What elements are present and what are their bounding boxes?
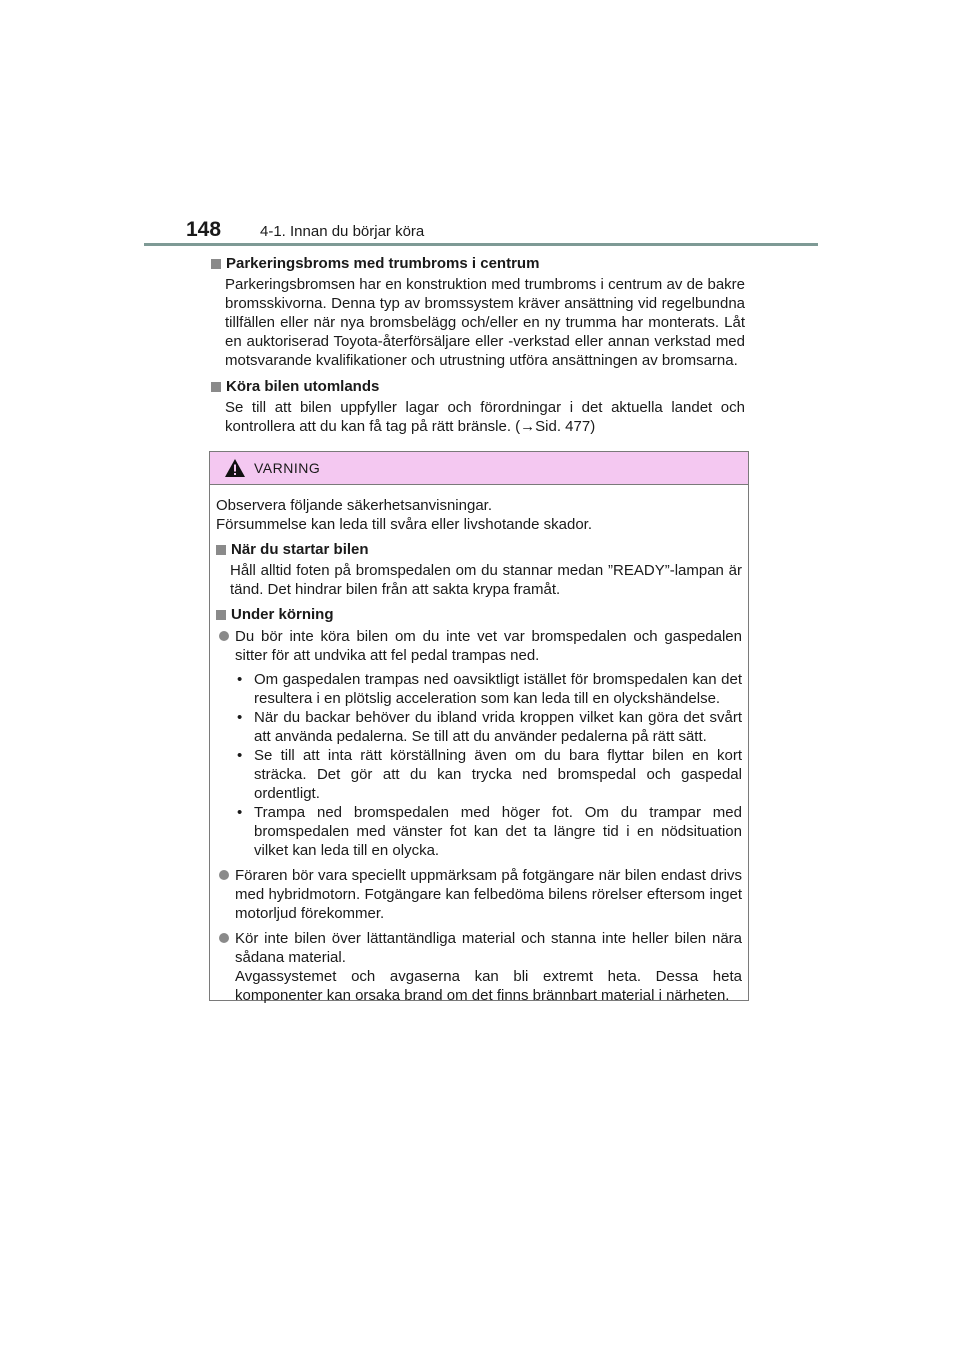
list-item-text: Trampa ned bromspedalen med höger fot. Om du trampar med bromspedalen med vänster fot kan det ta längre tid i en nödsituation vilket kan leda till en olycka.	[254, 804, 742, 859]
bullet-mark: •	[237, 671, 243, 688]
square-bullet-icon	[216, 545, 226, 555]
square-bullet-icon	[211, 382, 221, 392]
main-content	[211, 254, 745, 443]
bullet-mark: •	[237, 747, 243, 764]
section-heading: Köra bilen utomlands	[226, 378, 380, 395]
warning-intro-1: Observera följande säkerhetsanvisningar.	[216, 497, 492, 514]
section-driving-abroad	[211, 377, 745, 436]
warning-header	[210, 452, 748, 485]
warning-box	[209, 451, 749, 1004]
circle-bullet-icon	[219, 631, 229, 641]
bullet-mark: •	[237, 709, 243, 726]
section-title: 4-1. Innan du börjar köra	[260, 223, 425, 240]
list-item	[235, 670, 742, 708]
section-paragraph: Se till att bilen uppfyller lagar och förordningar i det aktuella landet och kontrollera att du kan få tag på rätt bränsle. (→Sid. 477)	[225, 399, 745, 435]
bullet-mark: •	[237, 804, 243, 821]
section-parking-brake	[211, 254, 745, 370]
list-item	[219, 929, 742, 1005]
list-item-text: När du backar behöver du ibland vrida kroppen vilket kan göra det svårt att använda pedalerna. Se till att du använder pedalerna på rätt sätt.	[254, 709, 742, 745]
warning-intro-2: Försummelse kan leda till svåra eller livshotande skador.	[216, 516, 593, 533]
warning-triangle-icon	[224, 458, 246, 478]
list-item-text: Du bör inte köra bilen om du inte vet var bromspedalen och gaspedalen sitter för att undvika att fel pedal trampas ned.	[235, 628, 742, 664]
sub-bullet-list	[235, 670, 742, 860]
warning-label: VARNING	[254, 459, 321, 476]
section-paragraph: Parkeringsbromsen har en konstruktion med trumbroms i centrum av de bakre bromsskivorna. Denna typ av bromssystem kräver ansättning vid regelbundna tillfällen eller när nya bromsbelägg och/eller en ny trumma har monterats. Låt en auktoriserad Toyota-återförsäljare eller -verkstad eller annan verkstad med motsvarande kvalifikationer och utrustning utföra ansättningen av bromsarna.	[225, 276, 745, 369]
subsection-heading: När du startar bilen	[231, 541, 369, 558]
list-item-text: Avgassystemet och avgaserna kan bli extremt heta. Dessa heta komponenter kan orsaka brand om det finns brännbart material i närheten.	[235, 968, 742, 1004]
list-item-text: Föraren bör vara speciellt uppmärksam på fotgängare när bilen endast drivs med hybridmotorn. Fotgängare kan felbedöma bilens rörelser eftersom inget motorljud förekommer.	[235, 867, 742, 922]
page-number: 148	[186, 218, 222, 241]
warning-driving	[216, 605, 742, 1005]
warning-starting	[216, 540, 742, 599]
list-item-text: Kör inte bilen över lättantändliga material och stanna inte heller bilen nära sådana material.	[235, 930, 742, 966]
warning-body	[210, 485, 748, 1005]
square-bullet-icon	[216, 610, 226, 620]
circle-bullet-icon	[219, 870, 229, 880]
list-item	[219, 866, 742, 923]
list-item	[235, 746, 742, 803]
section-heading: Parkeringsbroms med trumbroms i centrum	[226, 255, 540, 272]
subsection-paragraph: Håll alltid foten på bromspedalen om du stannar medan ”READY”-lampan är tänd. Det hindrar bilen från att sakta krypa framåt.	[230, 562, 742, 598]
list-item	[219, 627, 742, 860]
subsection-heading: Under körning	[231, 606, 334, 623]
list-item	[235, 803, 742, 860]
list-item-text: Om gaspedalen trampas ned oavsiktligt istället för bromspedalen kan det resultera i en plötslig acceleration som kan leda till en olyckshändelse.	[254, 671, 742, 707]
square-bullet-icon	[211, 259, 221, 269]
list-item	[235, 708, 742, 746]
list-item-text: Se till att inta rätt körställning även om du bara flyttar bilen en kort sträcka. Det gör att du kan trycka ned bromspedal och gaspedal ordentligt.	[254, 747, 742, 802]
header-rule	[144, 243, 818, 246]
circle-bullet-icon	[219, 933, 229, 943]
